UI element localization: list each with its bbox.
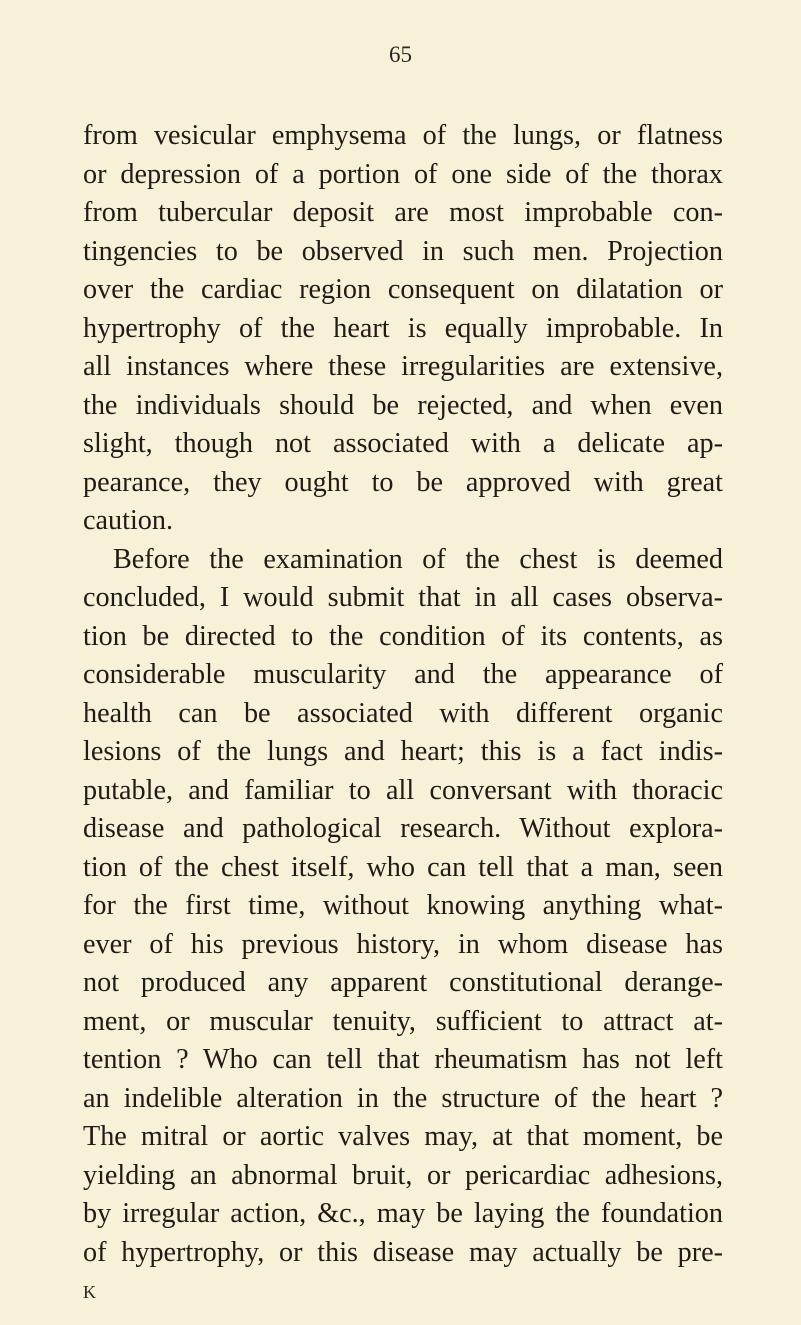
- text-line: slight, though not associated with a delicate ap-: [83, 428, 723, 459]
- paragraph-start-line: Before the examination of the chest is deemed: [113, 543, 723, 575]
- text-line: tion of the chest itself, who can tell that a man, seen: [83, 851, 723, 883]
- text-line: ever of his previous history, in whom disease has: [83, 928, 723, 960]
- text-line: putable, and familiar to all conversant with thoracic: [83, 774, 723, 806]
- text-line: hypertrophy of the heart is equally improbable. In: [83, 312, 723, 344]
- text-line: tention ? Who can tell that rheumatism has not left: [83, 1044, 723, 1075]
- text-line: by irregular action, &c., may be laying the foundation: [83, 1198, 723, 1229]
- text-line: the individuals should be rejected, and when even: [83, 389, 723, 421]
- text-line: an indelible alteration in the structure of the heart ?: [83, 1082, 723, 1114]
- text-line: from tubercular deposit are most improbable con-: [83, 197, 723, 228]
- text-line: The mitral or aortic valves may, at that moment, be: [83, 1121, 723, 1152]
- text-line: not produced any apparent constitutional derange-: [83, 967, 723, 998]
- text-line: from vesicular emphysema of the lungs, or flatness: [83, 120, 723, 151]
- text-line: pearance, they ought to be approved with great: [83, 466, 723, 498]
- text-line: yielding an abnormal bruit, or pericardiac adhesions,: [83, 1159, 723, 1191]
- text-line: health can be associated with different organic: [83, 697, 723, 729]
- paragraph-end-line: caution.: [83, 505, 174, 536]
- text-line: over the cardiac region consequent on dilatation or: [83, 274, 723, 305]
- text-line: of hypertrophy, or this disease may actually be pre-: [83, 1236, 723, 1268]
- signature-mark: K: [83, 1282, 96, 1302]
- text-line: for the first time, without knowing anything what-: [83, 890, 723, 921]
- text-line: lesions of the lungs and heart; this is a fact indis-: [83, 736, 723, 767]
- text-line: disease and pathological research. Without explora-: [83, 813, 723, 844]
- text-line: tingencies to be observed in such men. Projection: [83, 235, 723, 267]
- text-line: all instances where these irregularities are extensive,: [83, 351, 723, 382]
- text-line: concluded, I would submit that in all cases observa-: [83, 582, 723, 613]
- text-line: considerable muscularity and the appearance of: [83, 659, 723, 690]
- page-number: 65: [389, 42, 412, 67]
- text-line: ment, or muscular tenuity, sufficient to attract at-: [83, 1005, 723, 1037]
- text-line: tion be directed to the condition of its contents, as: [83, 620, 723, 652]
- text-line: or depression of a portion of one side of the thorax: [83, 158, 723, 190]
